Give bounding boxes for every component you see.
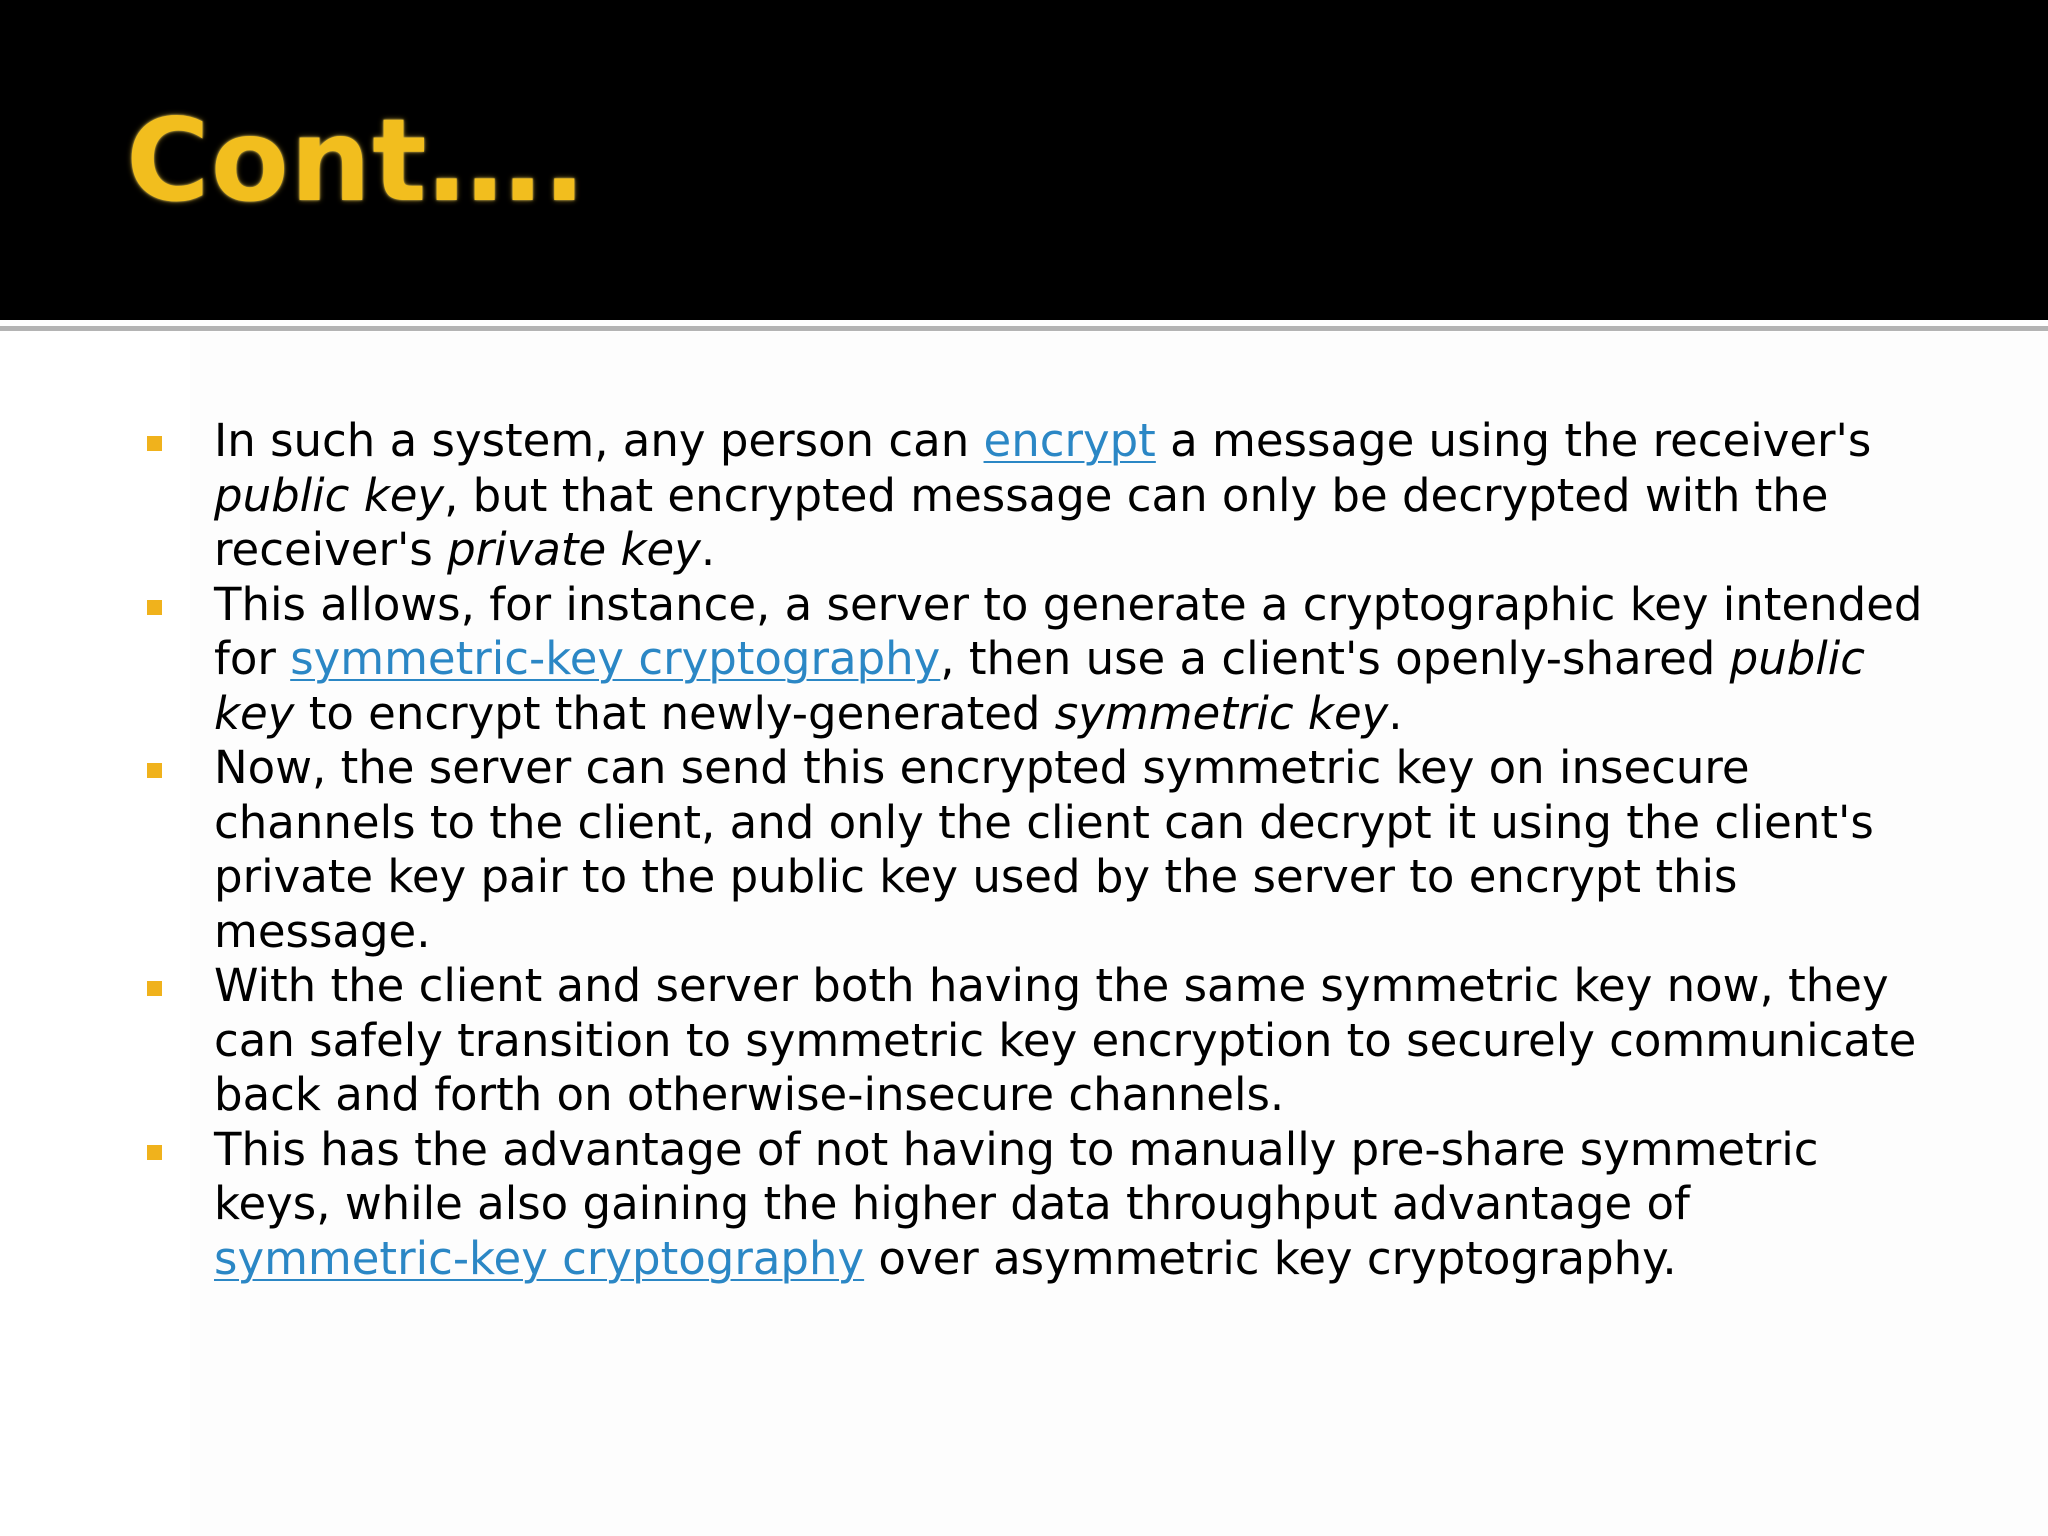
- bullet-list: [140, 414, 1940, 1286]
- text-run: , but that encrypted message can only be decrypted with the receiver's: [214, 468, 1829, 576]
- square-bullet-icon: [147, 600, 162, 615]
- bullet-item-2: [140, 578, 1940, 742]
- square-bullet-icon: [147, 436, 162, 451]
- link-symmetric-key-cryptography[interactable]: symmetric-key cryptography: [290, 632, 941, 685]
- text-run: Now, the server can send this encrypted symmetric key on insecure channels to the client, and only the client can decrypt it using the client's private key pair to the public key used by the server to encrypt this message.: [214, 741, 1874, 958]
- bullet-item-4: [140, 959, 1940, 1123]
- text-run: over asymmetric key cryptography.: [864, 1231, 1677, 1285]
- text-run: , then use a client's openly-shared: [940, 632, 1730, 685]
- emphasis-symmetric-key: symmetric key: [1054, 686, 1389, 740]
- link-encrypt[interactable]: encrypt: [983, 414, 1156, 467]
- text-run: .: [700, 523, 716, 576]
- text-run: With the client and server both having the same symmetric key now, they can safely transition to symmetric key encryption to securely communicate back and forth on otherwise-insecure channels.: [214, 959, 1917, 1121]
- bullet-text: [214, 414, 1940, 578]
- bullet-text: [214, 741, 1940, 959]
- square-bullet-icon: [147, 1145, 162, 1160]
- emphasis-public-key: public key: [214, 632, 1866, 740]
- title-divider-gray: [0, 326, 2048, 331]
- text-run: a message using the receiver's: [1155, 414, 1872, 467]
- bullet-item-3: [140, 741, 1940, 959]
- link-symmetric-key-cryptography[interactable]: symmetric-key cryptography: [214, 1231, 865, 1285]
- bullet-text: [214, 959, 1940, 1123]
- text-run: to encrypt that newly-generated: [294, 686, 1055, 740]
- square-bullet-icon: [147, 981, 162, 996]
- emphasis-public-key: public key: [214, 468, 445, 522]
- text-run: This has the advantage of not having to manually pre-share symmetric keys, while also gaining the higher data throughput advantage of: [214, 1122, 1819, 1230]
- text-run: This allows, for instance, a server to generate a cryptographic key intended for: [214, 577, 1923, 685]
- bullet-text: [214, 578, 1940, 742]
- bullet-item-1: [140, 414, 1940, 578]
- title-bar: [0, 0, 2048, 320]
- emphasis-private-key: private key: [447, 523, 701, 576]
- bullet-text: [214, 1123, 1940, 1287]
- text-run: In such a system, any person can: [214, 414, 984, 467]
- square-bullet-icon: [147, 763, 162, 778]
- text-run: .: [1388, 686, 1403, 740]
- bullet-item-5: [140, 1123, 1940, 1287]
- slide-title: Cont….: [126, 94, 587, 227]
